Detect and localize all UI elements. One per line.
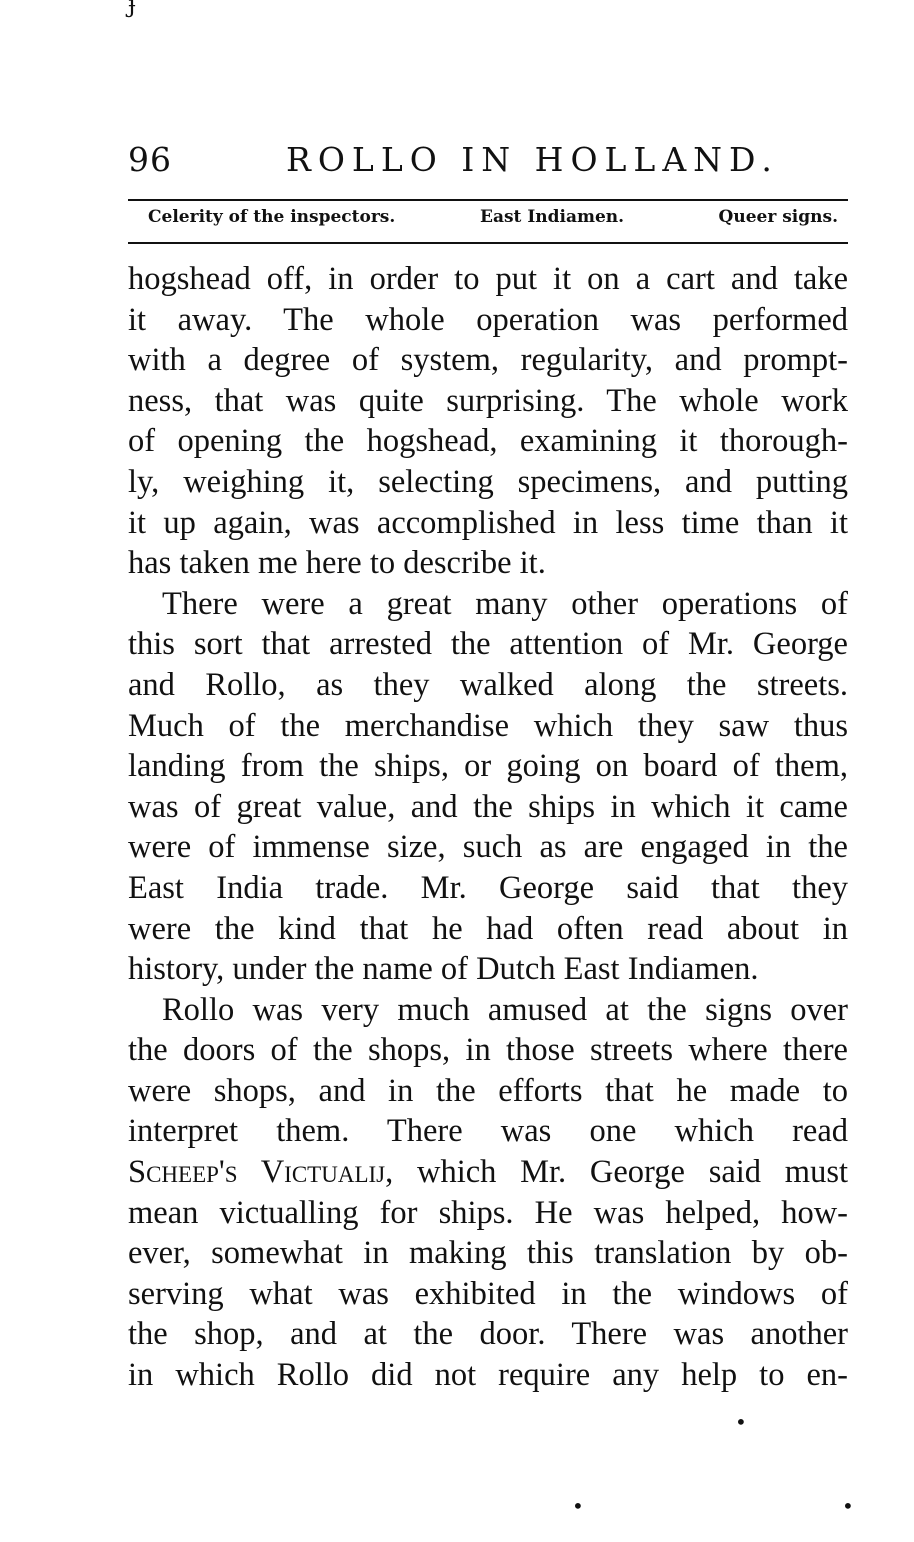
- text-line: There were a great many other operations of: [162, 585, 848, 622]
- subject-head-1: Celerity of the inspectors.: [148, 207, 396, 227]
- subject-heads: [148, 207, 838, 235]
- text-line: the doors of the shops, in those streets where there: [128, 1032, 848, 1069]
- subject-head-3: Queer signs.: [718, 207, 838, 227]
- text-line: were the kind that he had often read about in: [128, 910, 848, 947]
- text-line: landing from the ships, or going on board of them,: [128, 748, 848, 785]
- running-title: ROLLO IN HOLLAND.: [286, 140, 779, 179]
- stray-dot: •: [735, 1410, 747, 1434]
- text-line: of opening the hogshead, examining it thorough-: [128, 423, 848, 460]
- text-line: were of immense size, such as are engaged in the: [128, 829, 848, 866]
- text-line: the shop, and at the door. There was another: [128, 1316, 848, 1353]
- text-line: serving what was exhibited in the windows of: [128, 1275, 848, 1312]
- stray-dot: •: [842, 1494, 854, 1518]
- page-number: 96: [128, 140, 172, 179]
- text-line: and Rollo, as they walked along the streets.: [128, 666, 848, 703]
- header-rule-top: [128, 199, 848, 201]
- text-line: interpret them. There was one which read: [128, 1113, 848, 1150]
- text-line: mean victualling for ships. He was helped, how-: [128, 1194, 848, 1231]
- text-line: has taken me here to describe it.: [128, 545, 546, 582]
- text-line-rest: , which Mr. George said must: [385, 1154, 848, 1191]
- text-line: Rollo was very much amused at the signs over: [162, 991, 848, 1028]
- text-line: Much of the merchandise which they saw thus: [128, 707, 848, 744]
- text-line: with a degree of system, regularity, and prompt-: [128, 342, 848, 379]
- sign-name: Scheep's Victualij: [128, 1154, 386, 1191]
- text-line: it up again, was accomplished in less time than it: [128, 504, 848, 541]
- text-line: it away. The whole operation was performed: [128, 301, 848, 338]
- header-rule-bottom: [128, 242, 848, 244]
- text-line: in which Rollo did not require any help to en-: [128, 1357, 848, 1394]
- text-line: history, under the name of Dutch East Indiamen.: [128, 951, 759, 988]
- stray-dot: •: [572, 1494, 584, 1518]
- top-ink-fragment: ɟ: [128, 0, 136, 18]
- text-line: were shops, and in the efforts that he made to: [128, 1072, 848, 1109]
- text-line: East India trade. Mr. George said that they: [128, 869, 848, 906]
- text-line: hogshead off, in order to put it on a cart and take: [128, 261, 848, 297]
- text-line: ness, that was quite surprising. The whole work: [128, 382, 848, 419]
- subject-head-2: East Indiamen.: [480, 207, 625, 227]
- text-line: was of great value, and the ships in which it came: [128, 788, 848, 825]
- text-line: ly, weighing it, selecting specimens, and putting: [128, 463, 848, 500]
- text-line: [128, 1152, 848, 1193]
- body-text: [128, 259, 848, 1396]
- text-line: this sort that arrested the attention of Mr. George: [128, 626, 848, 663]
- text-line: ever, somewhat in making this translation by ob-: [128, 1235, 848, 1272]
